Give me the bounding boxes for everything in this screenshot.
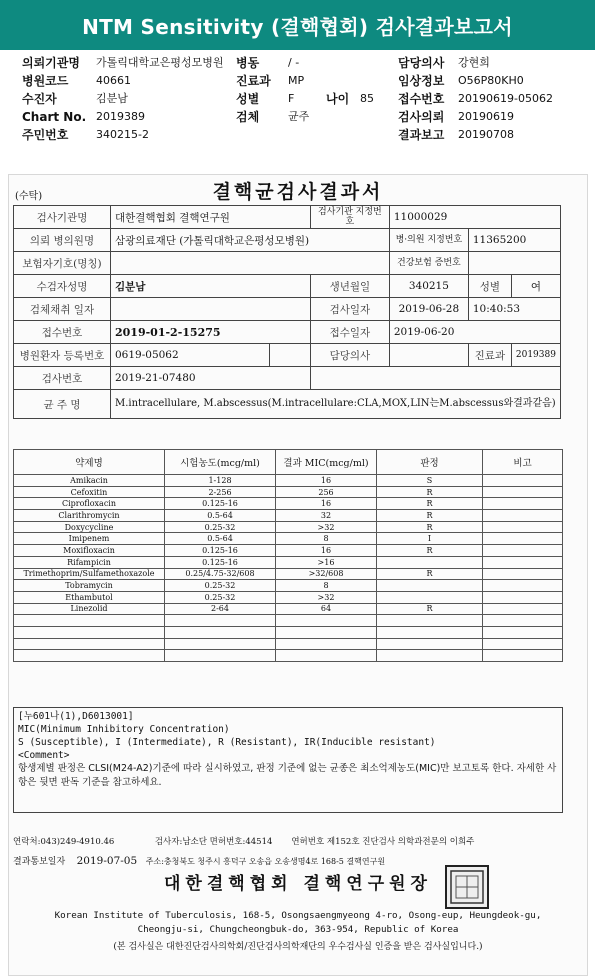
table-cell	[483, 603, 563, 615]
table-cell	[276, 650, 377, 662]
table-cell	[377, 626, 483, 638]
table-row	[14, 568, 563, 580]
table-cell	[483, 545, 563, 557]
table-cell	[14, 626, 165, 638]
institute-name: 대한결핵협회 결핵연구원장	[164, 874, 432, 894]
hospital-value: 가톨릭대학교은평성모병원	[96, 56, 224, 69]
table-cell	[483, 568, 563, 580]
collect-label: 검체채취 일자	[14, 298, 111, 321]
address-en-line1: Korean Institute of Tuberculosis, 168-5, Osongsaengmyeong 4-ro, Osong-eup, Heungdeok-gu,	[54, 910, 542, 921]
table-cell: R	[377, 486, 483, 498]
sex-value: F	[288, 92, 295, 105]
report-date-label: 결과보고	[398, 128, 445, 142]
footer-line1	[13, 835, 474, 847]
sex-value: 여	[511, 275, 560, 298]
table-cell: 0.125-16	[165, 545, 276, 557]
table-cell: Moxifloxacin	[14, 545, 165, 557]
age-value: 85	[360, 92, 374, 105]
doctor-label: 담당의사	[398, 56, 445, 70]
table-cell	[483, 638, 563, 650]
collect-value	[111, 298, 311, 321]
hospno-value: 11365200	[468, 229, 560, 252]
table-cell: 1-128	[165, 475, 276, 487]
report-date-value: 20190708	[458, 128, 514, 141]
table-row	[14, 638, 563, 650]
sex-label: 성별	[468, 275, 511, 298]
reader: 연허번호 제152호 진단검사 의학과전문의 이희주	[291, 837, 475, 847]
table-row	[14, 533, 563, 545]
dept-value: MP	[288, 74, 305, 87]
table-cell: 8	[276, 580, 377, 592]
address-en	[9, 909, 587, 937]
table-cell	[165, 650, 276, 662]
comment-box	[13, 707, 563, 813]
page-title: NTM Sensitivity (결핵협회) 검사결과보고서	[0, 0, 595, 50]
table-cell: 0.5-64	[165, 510, 276, 522]
table-cell: R	[377, 521, 483, 533]
age-label: 나이	[326, 92, 350, 106]
table-cell	[483, 510, 563, 522]
orgno-value: 11000029	[389, 206, 560, 229]
test-date-value: 2019-06-28	[389, 298, 468, 321]
birth-value: 340215	[389, 275, 468, 298]
table-cell: >32	[276, 591, 377, 603]
table-cell: 0.25/4.75-32/608	[165, 568, 276, 580]
table-cell: Linezolid	[14, 603, 165, 615]
table-cell: >32/608	[276, 568, 377, 580]
notify-label: 결과통보일자	[13, 857, 66, 867]
note-comment-label: <Comment>	[18, 750, 70, 761]
table-cell: 256	[276, 486, 377, 498]
col-drug: 약제명	[14, 450, 165, 475]
table-cell	[483, 475, 563, 487]
table-cell: Ethambutol	[14, 591, 165, 603]
table-cell: 0.25-32	[165, 521, 276, 533]
table-cell	[165, 626, 276, 638]
name-label: 수검자성명	[14, 275, 111, 298]
table-cell	[483, 533, 563, 545]
birth-label: 생년월일	[310, 275, 389, 298]
insurance-value	[111, 252, 390, 275]
table-row	[14, 603, 563, 615]
chart-value: 2019389	[96, 110, 145, 123]
card-label: 건강보험 증번호	[389, 252, 468, 275]
report-meta-table	[13, 205, 561, 419]
org-label: 검사기관명	[14, 206, 111, 229]
code-label: 병원코드	[22, 74, 69, 88]
report-prefix: (수탁)	[15, 191, 43, 202]
test-date-label: 검사일자	[310, 298, 389, 321]
recno-value: 2019-01-2-15275	[111, 321, 311, 344]
hregno-label: 병원환자 등록번호	[14, 344, 111, 367]
table-row	[14, 591, 563, 603]
table-cell	[483, 580, 563, 592]
table-cell	[483, 591, 563, 603]
recdate-value: 2019-06-20	[389, 321, 560, 344]
table-cell	[276, 615, 377, 627]
col-remark: 비고	[483, 450, 563, 475]
official-seal-icon	[445, 865, 489, 909]
id-value: 340215-2	[96, 128, 149, 141]
testno-value: 2019-21-07480	[111, 367, 311, 390]
table-cell: 16	[276, 545, 377, 557]
recdate-label: 접수일자	[310, 321, 389, 344]
specimen-value: 균주	[288, 110, 310, 123]
patient-value: 김분남	[96, 92, 128, 105]
hregno-blank	[270, 344, 311, 367]
table-row	[14, 545, 563, 557]
susceptibility-table	[13, 449, 563, 662]
table-row	[14, 521, 563, 533]
note-comment: 항생제별 판정은 CLSI(M24-A2)기준에 따라 실시하였고, 판정 기준에 없는 균종은 최소억제농도(MIC)만 보고토록 한다. 자세한 사항은 뒷면 판독 기준을 참고하세요.	[18, 763, 557, 788]
receipt-value: 20190619-05062	[458, 92, 553, 105]
chart-label: Chart No.	[22, 110, 87, 124]
hregno-value: 0619-05062	[111, 344, 270, 367]
table-cell: 16	[276, 475, 377, 487]
table-cell: Cefoxitin	[14, 486, 165, 498]
table-cell	[483, 650, 563, 662]
dept-label: 진료과	[236, 74, 271, 88]
col-mic: 결과 MIC(mcg/ml)	[276, 450, 377, 475]
table-row	[14, 475, 563, 487]
table-cell: I	[377, 533, 483, 545]
hospno-label: 병·의원 지정번호	[389, 229, 468, 252]
table-cell	[377, 556, 483, 568]
table-cell: Amikacin	[14, 475, 165, 487]
table-cell	[276, 626, 377, 638]
table-row	[14, 615, 563, 627]
table-cell	[14, 650, 165, 662]
table-cell	[165, 615, 276, 627]
table-cell: 0.25-32	[165, 580, 276, 592]
col-judgement: 판정	[377, 450, 483, 475]
patient-label: 수진자	[22, 92, 57, 106]
certification-notice: (본 검사실은 대한진단검사의학회/진단검사의학재단의 우수검사실 인증을 받은 검사실입니다.)	[113, 942, 483, 952]
table-cell	[377, 615, 483, 627]
table-cell: Ciprofloxacin	[14, 498, 165, 510]
table-cell	[165, 638, 276, 650]
table-row	[14, 650, 563, 662]
table-cell	[377, 580, 483, 592]
table-cell: 8	[276, 533, 377, 545]
table-cell	[483, 521, 563, 533]
table-cell: R	[377, 603, 483, 615]
table-cell	[14, 638, 165, 650]
hosp-label: 의뢰 병의원명	[14, 229, 111, 252]
table-cell: 0.5-64	[165, 533, 276, 545]
examiner: 검사자:남소단 면허번호:44514	[154, 837, 273, 847]
table-cell	[483, 556, 563, 568]
strain-value: M.intracellulare, M.abscessus(M.intracellulare:CLA,MOX,LIN는M.abscessus와결과같음)	[111, 390, 561, 419]
org-value: 대한결핵협회 결핵연구원	[111, 206, 311, 229]
table-row	[14, 510, 563, 522]
table-cell: 64	[276, 603, 377, 615]
table-row	[14, 626, 563, 638]
table-cell	[377, 591, 483, 603]
table-cell: >16	[276, 556, 377, 568]
table-cell: 0.125-16	[165, 498, 276, 510]
note-code: [누601나(1),D6013001]	[18, 711, 134, 722]
table-row	[14, 556, 563, 568]
doctor-value: 강현희	[458, 56, 490, 69]
card-value	[468, 252, 560, 275]
table-cell: 32	[276, 510, 377, 522]
table-cell	[483, 615, 563, 627]
clinical-value: O56P80KH0	[458, 74, 524, 87]
dept-value: 2019389	[511, 344, 560, 367]
receipt-label: 접수번호	[398, 92, 445, 106]
id-label: 주민번호	[22, 128, 69, 142]
table-cell: Imipenem	[14, 533, 165, 545]
sex-label: 성별	[236, 92, 260, 106]
col-conc: 시험농도(mcg/ml)	[165, 450, 276, 475]
name-value: 김분남	[111, 275, 311, 298]
orgno-label: 검사기관 지정번호	[310, 206, 389, 229]
table-row	[14, 486, 563, 498]
table-cell	[483, 486, 563, 498]
table-cell: Rifampicin	[14, 556, 165, 568]
notify-date: 2019-07-05	[76, 855, 138, 867]
address-ko: 주소:충청북도 청주시 흥덕구 오송읍 오송생명4로 168-5 결핵연구원	[145, 857, 386, 866]
dept-label: 진료과	[468, 344, 511, 367]
table-cell	[483, 498, 563, 510]
request-value: 20190619	[458, 110, 514, 123]
scanned-report	[8, 174, 588, 976]
strain-label: 균 주 명	[14, 390, 111, 419]
ward-value: / -	[288, 56, 300, 69]
table-cell: Doxycycline	[14, 521, 165, 533]
hosp-value: 삼광의료재단 (가톨릭대학교은평성모병원)	[111, 229, 390, 252]
hospital-label: 의뢰기관명	[22, 56, 80, 70]
table-cell: 0.125-16	[165, 556, 276, 568]
table-cell: R	[377, 510, 483, 522]
table-cell	[14, 615, 165, 627]
address-en-line2: Cheongju-si, Chungcheongbuk-do, 363-954, Republic of Korea	[137, 924, 459, 935]
table-cell	[483, 626, 563, 638]
table-cell: Clarithromycin	[14, 510, 165, 522]
table-cell	[276, 638, 377, 650]
report-title: 결핵균검사결과서	[212, 181, 384, 203]
table-cell: S	[377, 475, 483, 487]
table-cell: 0.25-32	[165, 591, 276, 603]
table-cell: 2-64	[165, 603, 276, 615]
testno-label: 검사번호	[14, 367, 111, 390]
test-time-value: 10:40:53	[468, 298, 560, 321]
contact: 연락처:043)249-4910.46	[13, 837, 115, 847]
footer-line2	[13, 854, 385, 867]
table-cell: R	[377, 568, 483, 580]
note-legend: S (Susceptible), I (Intermediate), R (Resistant), IR(Inducible resistant)	[18, 737, 436, 748]
request-label: 검사의뢰	[398, 110, 445, 124]
table-cell: Tobramycin	[14, 580, 165, 592]
table-cell: 2-256	[165, 486, 276, 498]
table-cell	[377, 650, 483, 662]
table-cell	[377, 638, 483, 650]
doctor-value	[389, 344, 468, 367]
code-value: 40661	[96, 74, 131, 87]
table-cell: 16	[276, 498, 377, 510]
table-row	[14, 498, 563, 510]
table-cell: R	[377, 545, 483, 557]
doctor-label: 담당의사	[310, 344, 389, 367]
note-mic: MIC(Minimum Inhibitory Concentration)	[18, 724, 230, 735]
clinical-label: 임상정보	[398, 74, 445, 88]
ward-label: 병동	[236, 56, 260, 70]
recno-label: 접수번호	[14, 321, 111, 344]
testno-blank	[310, 367, 560, 390]
table-cell: >32	[276, 521, 377, 533]
table-cell: Trimethoprim/Sulfamethoxazole	[14, 568, 165, 580]
table-cell: R	[377, 498, 483, 510]
specimen-label: 검체	[236, 110, 260, 124]
insurance-label: 보험자기호(명칭)	[14, 252, 111, 275]
table-row	[14, 580, 563, 592]
